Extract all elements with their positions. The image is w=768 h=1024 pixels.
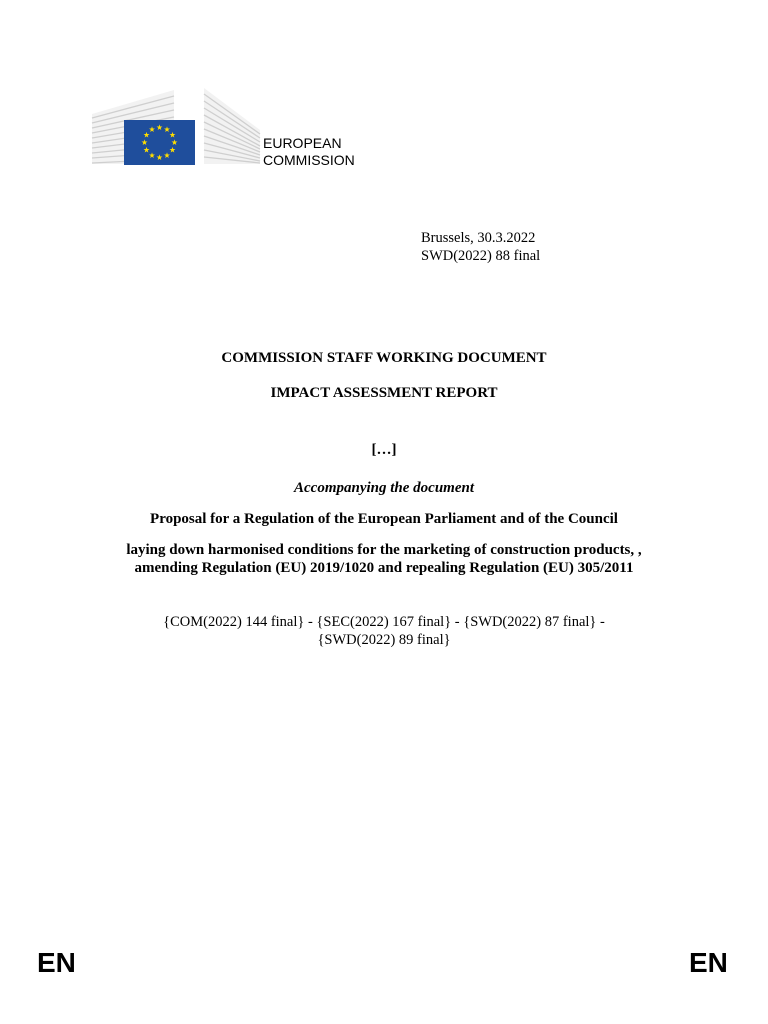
org-name-line2: COMMISSION — [263, 152, 355, 168]
subject-line-2: amending Regulation (EU) 2019/1020 and repealing Regulation (EU) 305/2011 — [134, 560, 634, 576]
document-type-title: COMMISSION STAFF WORKING DOCUMENT — [221, 350, 547, 366]
organisation-name — [263, 135, 355, 169]
place-date-reference — [421, 229, 540, 265]
accompanying-label: Accompanying the document — [294, 480, 474, 496]
document-reference: SWD(2022) 88 final — [421, 248, 541, 264]
language-code-right: EN — [689, 947, 728, 978]
report-title: IMPACT ASSESSMENT REPORT — [270, 385, 498, 401]
european-commission-logo — [88, 86, 268, 170]
building-right-wing — [204, 88, 260, 164]
subject-line-1: laying down harmonised conditions for the marketing of construction products, , — [126, 542, 642, 558]
proposal-title: Proposal for a Regulation of the European Parliament and of the Council — [150, 511, 618, 527]
berlaymont-building-icon — [88, 86, 268, 170]
place-date: Brussels, 30.3.2022 — [421, 230, 536, 246]
language-code-left: EN — [37, 947, 76, 978]
org-name-line1: EUROPEAN — [263, 135, 342, 151]
title-placeholder: […] — [371, 442, 397, 458]
related-documents-line1: {COM(2022) 144 final} - {SEC(2022) 167 final} - {SWD(2022) 87 final} - — [163, 614, 605, 630]
related-documents-line2: {SWD(2022) 89 final} — [317, 632, 451, 648]
